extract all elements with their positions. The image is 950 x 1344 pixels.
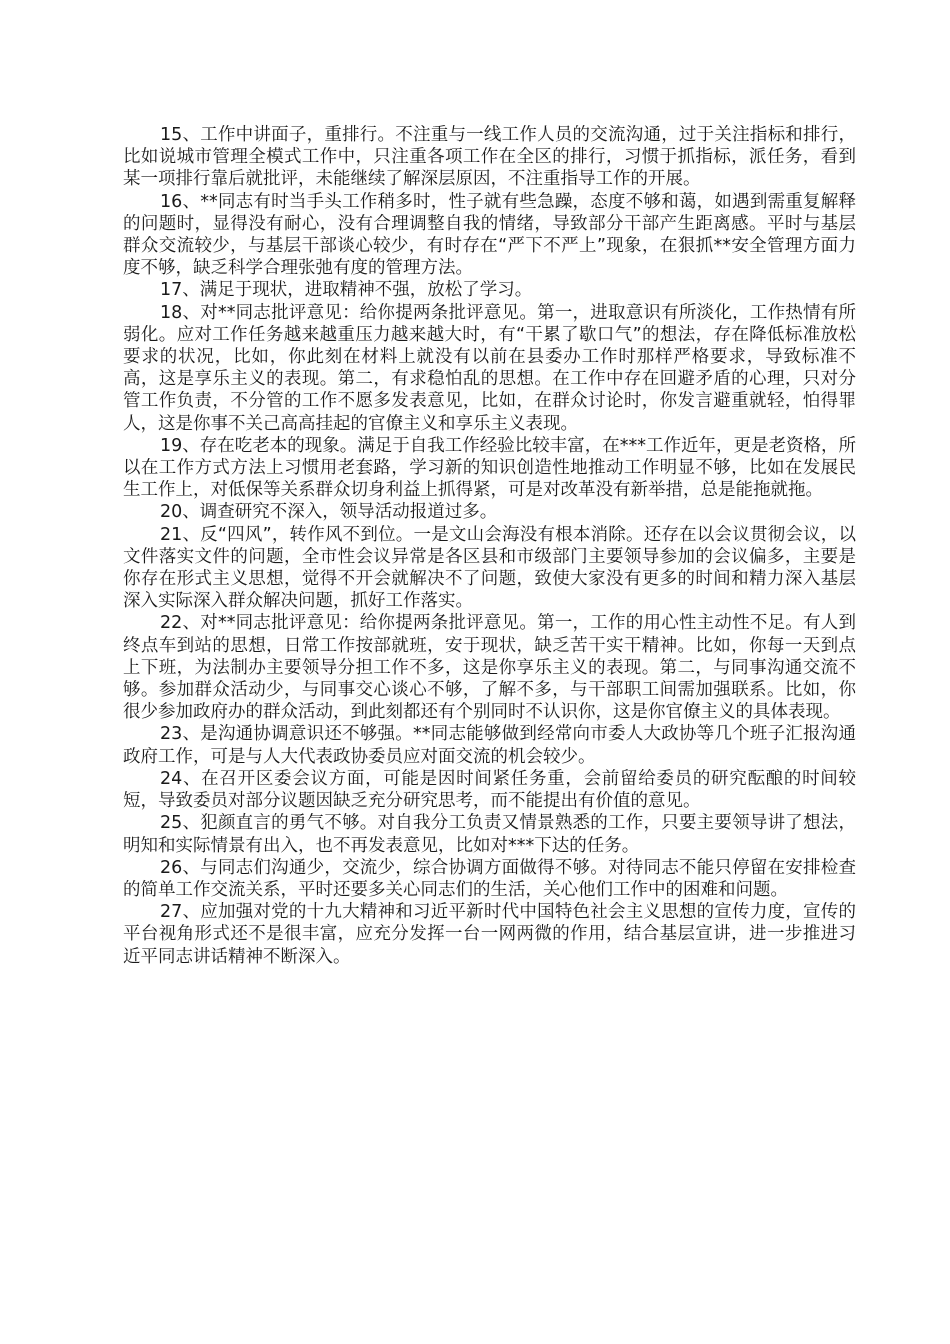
paragraph-18: 18、对**同志批评意见：给你提两条批评意见。第一，进取意识有所淡化，工作热情有所弱化。应对工作任务越来越重压力越来越大时，有“干累了歇口气”的想法，存在降低标准放松要求的状况，比如，你此刻在材料上就没有以前在县委办工作时那样严格要求，导致标准不高，这是享乐主义的表现。第二，有求稳怕乱的思想。在工作中存在回避矛盾的心理，只对分管工作负责，不分管的工作不愿多发表意见，比如，在群众讨论时，你发言避重就轻，怕得罪人，这是你事不关己高高挂起的官僚主义和享乐主义表现。: [123, 302, 856, 434]
document-body: [123, 124, 856, 968]
paragraph-24: 24、在召开区委会议方面，可能是因时间紧任务重，会前留给委员的研究酝酿的时间较短，导致委员对部分议题因缺乏充分研究思考，而不能提出有价值的意见。: [123, 768, 856, 812]
paragraph-15: 15、工作中讲面子，重排行。不注重与一线工作人员的交流沟通，过于关注指标和排行，比如说城市管理全模式工作中，只注重各项工作在全区的排行，习惯于抓指标，派任务，看到某一项排行靠后就批评，未能继续了解深层原因，不注重指导工作的开展。: [123, 125, 856, 190]
paragraph-22: 22、对**同志批评意见：给你提两条批评意见。第一，工作的用心性主动性不足。有人到终点车到站的思想，日常工作按部就班，安于现状，缺乏苦干实干精神。比如，你每一天到点上下班，为法制办主要领导分担工作不多，这是你享乐主义的表现。第二，与同事沟通交流不够。参加群众活动少，与同事交心谈心不够，了解不多，与干部职工间需加强联系。比如，你很少参加政府办的群众活动，到此刻都还有个别同时不认识你，这是你官僚主义的具体表现。: [123, 613, 856, 723]
paragraph-26: 26、与同志们沟通少，交流少，综合协调方面做得不够。对待同志不能只停留在安排检查的简单工作交流关系，平时还要多关心同志们的生活，关心他们工作中的困难和问题。: [123, 857, 856, 900]
paragraph-20: 20、调查研究不深入，领导活动报道过多。: [160, 502, 498, 523]
paragraph-16: 16、**同志有时当手头工作稍多时，性子就有些急躁，态度不够和蔼，如遇到需重复解释的问题时，显得没有耐心，没有合理调整自我的情绪，导致部分干部产生距离感。平时与基层群众交流较少，与基层干部谈心较少，有时存在“严下不严上”现象，在狠抓**安全管理方面力度不够，缺乏科学合理张弛有度的管理方法。: [123, 191, 856, 279]
paragraph-17: 17、满足于现状，进取精神不强，放松了学习。: [160, 280, 533, 301]
paragraph-21: 21、反“四风”，转作风不到位。一是文山会海没有根本消除。还存在以会议贯彻会议，以文件落实文件的问题，全市性会议异常是各区县和市级部门主要领导参加的会议偏多，主要是你存在形式主义思想，觉得不开会就解决不了问题，致使大家没有更多的时间和精力深入基层深入实际深入群众解决问题，抓好工作落实。: [123, 524, 856, 612]
paragraph-27: 27、应加强对党的十九大精神和习近平新时代中国特色社会主义思想的宣传力度，宣传的平台视角形式还不是很丰富，应充分发挥一台一网两微的作用，结合基层宣讲，进一步推进习近平同志讲话精神不断深入。: [123, 902, 856, 967]
paragraph-25: 25、犯颜直言的勇气不够。对自我分工负责又情景熟悉的工作，只要主要领导讲了想法，明知和实际情景有出入，也不再发表意见，比如对***下达的任务。: [123, 813, 856, 856]
paragraph-19: 19、存在吃老本的现象。满足于自我工作经验比较丰富，在***工作近年，更是老资格，所以在工作方式方法上习惯用老套路，学习新的知识创造性地推动工作明显不够，比如在发展民生工作上，对低保等关系群众切身利益上抓得紧，可是对改革没有新举措，总是能拖就拖。: [123, 435, 857, 501]
paragraph-23: 23、是沟通协调意识还不够强。**同志能够做到经常向市委人大政协等几个班子汇报沟通政府工作，可是与人大代表政协委员应对面交流的机会较少。: [123, 724, 856, 767]
